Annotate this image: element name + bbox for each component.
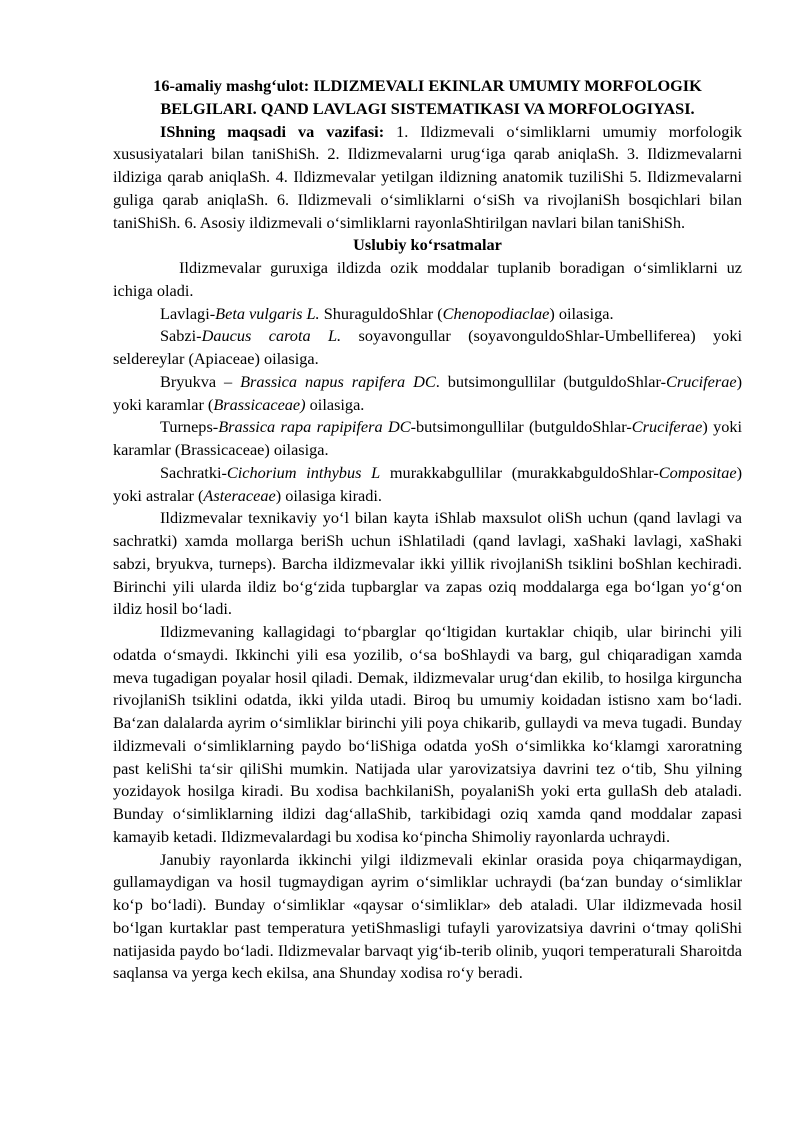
purpose-text: 1. Ildizmevali o‘simliklarni umumiy morfologik xususiyatalari bilan taniShiSh. 2. Ildizmevalarni urug‘iga qarab aniqlaSh. 3. Ildizmevalarni ildiziga qarab aniqlaSh. 4. Ildizmevalar yetilgan ildizning anatomik tuziliShi 5. Ildizmevalarni guliga qarab aniqlaSh. 6. Ildizmevali o‘simliklarni o‘siSh va rivojlaniSh bosqichlari bilan taniShiSh. 6. Asosiy ildizmevali o‘simliklarni rayonlaShtirilgan navlari bilan taniShiSh.	[113, 121, 742, 232]
purpose-paragraph	[113, 121, 742, 235]
body-paragraph: Janubiy rayonlarda ikkinchi yilgi ildizmevali ekinlar orasida poya chiqarmaydigan, gullamaydigan va hosil tugmaydigan ayrim o‘simliklar uchraydi (ba‘zan bunday o‘simliklar ko‘p bo‘ladi). Bunday o‘simliklar «qaysar o‘simliklar» deb ataladi. Ular ildizmevada hosil bo‘lgan kurtaklar past temperatura yetiShmasligi tufayli yarovizatsiya davrini o‘tmay qoliShi natijasida paydo bo‘ladi. Ildizmevalar barvaqt yig‘ib-terib olinib, yuqori temperaturali Sharoitda saqlansa va yerga kech ekilsa, ana Shunday xodisa ro‘y beradi.	[113, 849, 742, 983]
species-text: ) yoki karamlar (Brassicaceae) oilasiga.	[113, 417, 743, 459]
title-line-2: BELGILARI. QAND LAVLAGI SISTEMATIKASI VA MORFOLOGIYASI.	[160, 98, 695, 118]
title-caps: ILDIZMEVALI EKINLAR UMUMIY MORFOLOGIK	[313, 76, 702, 95]
species-latin-name: Beta vulgaris L.	[215, 303, 320, 323]
body-paragraph: Ildizmevalar texnikaviy yo‘l bilan kayta iShlab maxsulot oliSh uchun (qand lavlagi va sachratki) xamda mollarga beriSh uchun iShlatiladi (qand lavlagi, xaShaki lavlagi, xaShaki sabzi, bryukva, turneps). Barcha ildizmevalar ikki yillik rivojlaniSh tsiklini boShlan kechiradi. Birinchi yili ularda ildiz bo‘g‘zida tupbarglar va zapas oziq moddalarga ega bo‘lgan yo‘g‘on ildiz hosil bo‘ladi.	[113, 508, 742, 619]
document-page	[113, 75, 742, 985]
species-common-name: Lavlagi-	[160, 303, 216, 323]
species-item	[113, 462, 742, 508]
species-common-name: Sabzi-	[160, 326, 202, 346]
species-common-name: Sachratki-	[160, 462, 227, 482]
species-latin-name: Brassica rapa rapipifera DC	[218, 417, 411, 437]
intro-paragraph: Ildizmevalar guruxiga ildizda ozik moddalar tuplanib boradigan o‘simliklarni uz ichiga oladi.	[113, 258, 742, 300]
species-family-latin: Asteraceae	[203, 485, 276, 505]
species-item	[113, 416, 742, 462]
method-heading: Uslubiy ko‘rsatmalar	[353, 235, 502, 255]
species-text: murakkabgullilar (murakkabguldoShlar-	[380, 462, 659, 482]
page-title	[113, 75, 742, 121]
species-latin-name: Cichorium inthybus L	[226, 462, 381, 482]
species-common-name: Bryukva –	[160, 371, 241, 391]
species-text: ) yoki karamlar (	[113, 371, 742, 414]
species-text: soyavongullar (soyavonguldoShlar-Umbelliferea) yoki seldereylar (Apiaceae) oilasiga.	[113, 326, 742, 368]
species-latin-name: Brassica napus rapifera DC	[240, 371, 436, 391]
species-family-latin: Chenopodiaclae	[442, 303, 550, 323]
title-line-1	[113, 75, 742, 98]
species-text: ) oilasiga kiradi.	[275, 485, 382, 505]
species-family-latin: Cruciferae	[631, 417, 703, 437]
species-common-name: Turneps-	[160, 417, 219, 437]
species-text: ) yoki astralar (	[113, 462, 742, 505]
purpose-label: IShning maqsadi va vazifasi:	[160, 121, 385, 141]
title-prefix: 16-amaliy mashg‘ulot:	[153, 76, 314, 95]
species-text: ShuraguldoShlar (	[319, 303, 443, 323]
species-text: oilasiga.	[305, 394, 365, 414]
species-item	[113, 303, 742, 326]
body-paragraph: Ildizmevaning kallagidagi to‘pbarglar qo‘ltigidan kurtaklar chiqib, ular birinchi yili odatda o‘smaydi. Ikkinchi yili esa yozilib, o‘sa boShlaydi va barg, gul chiqaradigan xamda meva tugadigan poyalar hosil qiladi. Demak, ildizmevalar urug‘dan ekilib, to hosilga kirguncha rivojlaniSh tsiklini odatda, ikki yilda utadi. Biroq bu umumiy koidadan istisno xam bo‘ladi. Ba‘zan dalalarda ayrim o‘simliklar birinchi yili poya chikarib, gullaydi va meva tugadi. Bunday ildizmevali o‘simliklarning paydo bo‘liShiga odatda yoSh o‘simlikka ko‘klamgi xaroratning past keliShi ta‘sir qiliShi mumkin. Natijada ular yarovizatsiya davrini tez o‘tib, Shu yilning yozidayok hosilga kiradi. Bu xodisa bachkilaniSh, poyalaniSh yoki erta gullaSh deb ataladi. Bunday o‘simliklarning ildizi dag‘allaShib, tarkibidagi oziq xamda qand moddalar zapasi kamayib ketadi. Ildizmevalardagi bu xodisa ko‘pincha Shimoliy rayonlarda uchraydi.	[113, 622, 742, 846]
species-family-latin: Brassicaceae)	[213, 394, 306, 414]
species-family-latin: Compositae	[658, 462, 737, 482]
species-item	[113, 371, 742, 417]
species-text: -butsimongullilar (butguldoShlar-	[410, 417, 632, 437]
species-item	[113, 325, 742, 371]
species-latin-name: Daucus carota L.	[201, 326, 342, 346]
species-family-latin: Cruciferae	[666, 371, 737, 391]
species-text: . butsimongullilar (butguldoShlar-	[435, 371, 667, 391]
species-text: ) oilasiga.	[549, 303, 614, 323]
